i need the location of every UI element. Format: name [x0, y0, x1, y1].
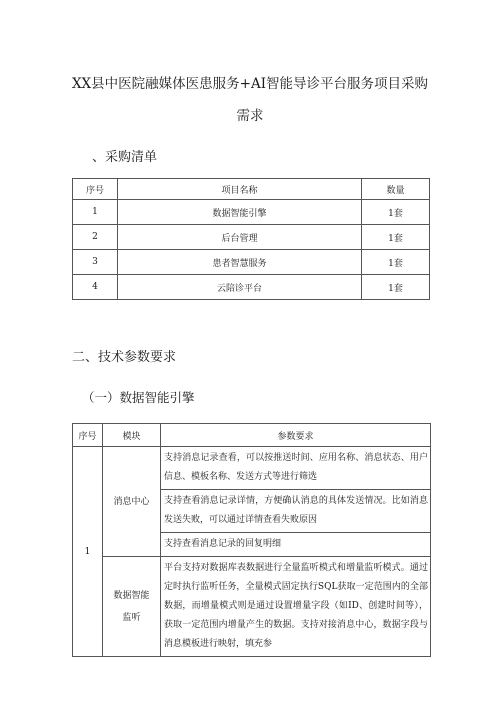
module-name: 数据智能监听: [103, 557, 161, 657]
table-row: [73, 447, 431, 490]
column-header-no: 序号: [73, 179, 118, 200]
section1-heading: 、采购清单: [92, 150, 158, 165]
table-row: [73, 250, 430, 275]
table-header-row: [73, 424, 431, 447]
table-header-row: [73, 179, 430, 200]
document-title-line-2: 需求: [236, 108, 264, 124]
row-name: 云陪诊平台: [118, 275, 362, 300]
row-no: 2: [73, 225, 118, 250]
requirement-text: 平台支持对数据库表数据进行全量监听模式和增量监听模式。通过定时执行监听任务，全量模式固定执行SQL获取一定范围内的全部数据，而增量模式则是通过设置增量字段（如ID、创建时间等），获取一定范围内增量产生的数据。支持对接消息中心，数据字段与消息模板进行映射，填充参: [161, 557, 431, 657]
requirement-text: 支持查看消息记录的回复明细: [161, 533, 431, 557]
row-name: 数据智能引擎: [118, 200, 362, 225]
procurement-list-table: [72, 178, 430, 300]
row-name: 后台管理: [118, 225, 362, 250]
row-qty: 1套: [362, 225, 430, 250]
column-header-name: 项目名称: [118, 179, 362, 200]
requirement-text: 支持消息记录查看，可以按推送时间、应用名称、消息状态、用户信息、模板名称、发送方式等进行筛选: [161, 447, 431, 490]
requirement-text: 支持查看消息记录详情，方便确认消息的具体发送情况。比如消息发送失败，可以通过详情查看失败原因: [161, 490, 431, 533]
row-qty: 1套: [362, 275, 430, 300]
table-row: [73, 200, 430, 225]
row-qty: 1套: [362, 250, 430, 275]
row-no: 3: [73, 250, 118, 275]
column-header-no: 序号: [73, 424, 103, 447]
column-header-qty: 数量: [362, 179, 430, 200]
section2-subheading: （一）数据智能引擎: [82, 390, 195, 405]
document-title-line-1: XX县中医院融媒体医患服务+AI智能导诊平台服务项目采购: [71, 76, 429, 92]
row-no: 1: [73, 200, 118, 225]
table-row: [73, 225, 430, 250]
table-row: [73, 275, 430, 300]
row-qty: 1套: [362, 200, 430, 225]
table-row: [73, 557, 431, 657]
column-header-module: 模块: [103, 424, 161, 447]
technical-parameters-table: [72, 423, 431, 657]
column-header-requirements: 参数要求: [161, 424, 431, 447]
module-name: 消息中心: [103, 447, 161, 557]
group-no: 1: [73, 447, 103, 657]
row-no: 4: [73, 275, 118, 300]
row-name: 患者智慧服务: [118, 250, 362, 275]
section2-heading: 二、技术参数要求: [72, 350, 177, 365]
